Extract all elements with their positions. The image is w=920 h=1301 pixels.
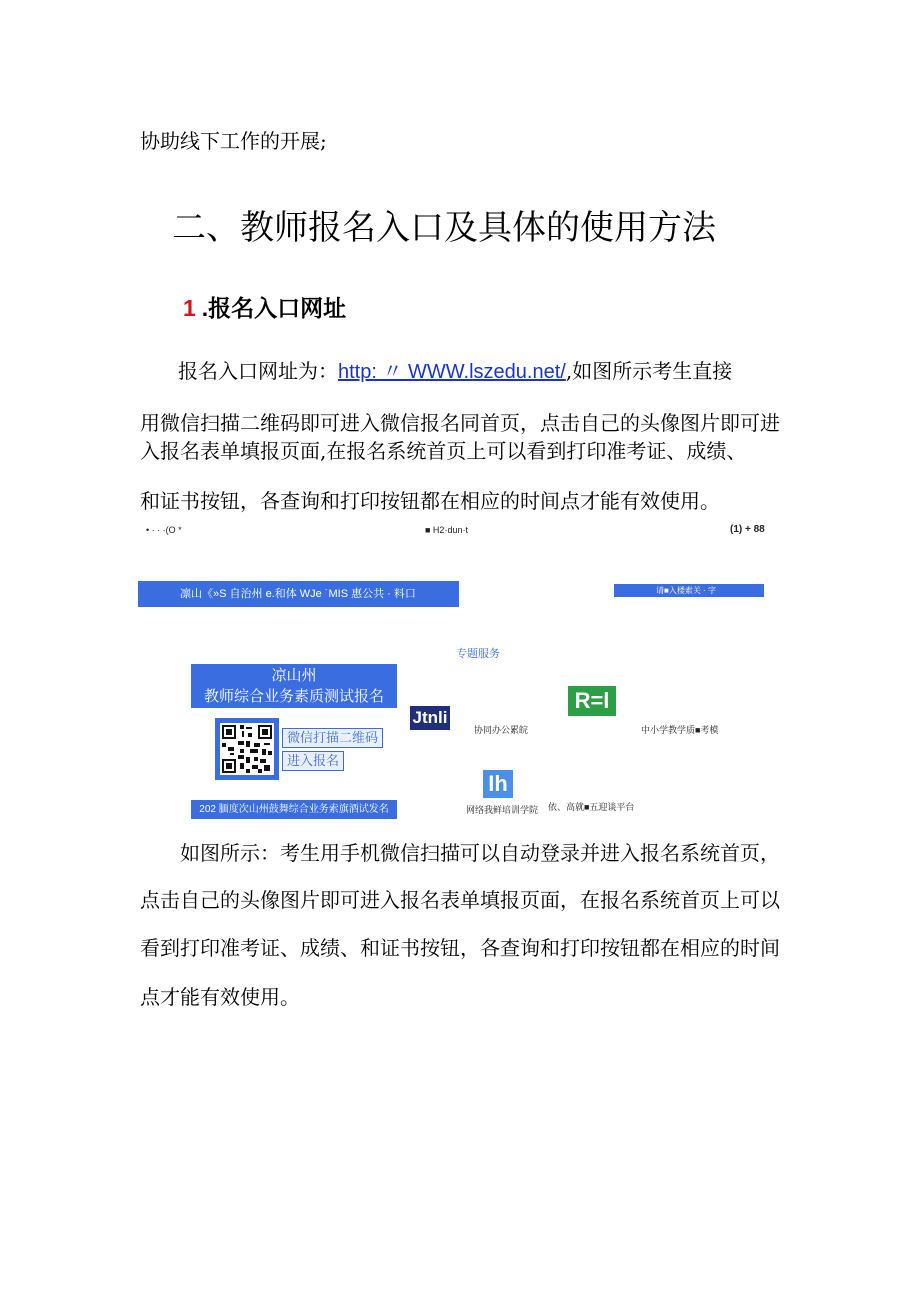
paragraph-1-line-1: [178, 358, 732, 385]
exchange-platform-label[interactable]: 依、高就■五迎谈平台: [548, 802, 635, 812]
site-search-bar[interactable]: 请■入楼索关 · 字: [614, 584, 764, 597]
teaching-quality-icon[interactable]: R=l: [568, 686, 616, 716]
scan-qr-label[interactable]: 微信打描二维码: [282, 728, 383, 748]
paragraph-2-line-4: 点才能有效使用。: [140, 985, 300, 1009]
paragraph-1-line-2: 用微信扫描二维码即可进入微信报名同首页，点击自己的头像图片即可进: [140, 411, 780, 435]
online-training-label[interactable]: 网络我鲜培训学院: [466, 805, 539, 815]
paragraph-2-line-1: 如图所示：考生用手机微信扫描可以自动登录并进入报名系统首页，: [180, 841, 780, 865]
url-prefix: 报名入口网址为：: [178, 359, 338, 383]
url-suffix: ,如图所示考生直接: [565, 359, 733, 383]
qr-code-icon: [220, 723, 274, 775]
subsection-number: 1: [183, 295, 196, 321]
subsection-title: .报名入口网址: [201, 295, 347, 321]
section-heading: 二、教师报名入口及具体的使用方法: [172, 208, 716, 248]
paragraph-1-line-4: 和证书按钮，各查询和打印按钮都在相应的时间点才能有效使用。: [140, 489, 720, 513]
website-screenshot: [138, 518, 768, 823]
subsection-heading: [183, 290, 346, 323]
paragraph-1-line-3: 入报名表单填报页面,在报名系统首页上可以看到打印准考证、成绩、: [140, 439, 747, 463]
collab-office-label[interactable]: 协同办公累皖: [474, 725, 529, 735]
registration-bottom-bar[interactable]: 202 腼度次山州鼓舞综合业务索旗酒试发名: [191, 800, 397, 819]
paragraph-2-line-2: 点击自己的头像图片即可进入报名表单填报页面，在报名系统首页上可以: [140, 888, 780, 912]
status-bar-left: • · · ·(O *: [146, 525, 182, 535]
collab-office-icon[interactable]: Jtnli: [410, 706, 450, 730]
registration-title-line-2: 教师综合业务素质测试报名: [203, 688, 384, 705]
teaching-quality-label[interactable]: 中小学教学质■考模: [641, 725, 719, 735]
qr-code-frame[interactable]: [215, 718, 279, 780]
enter-registration-label[interactable]: 进入报名: [282, 751, 344, 771]
paragraph-2-line-3: 看到打印准考证、成绩、和证书按钮，各查询和打印按钮都在相应的时间: [140, 936, 780, 960]
registration-url-link[interactable]: http: 〃 WWW.lszedu.net/: [338, 361, 566, 383]
status-bar-right: (1) + 88: [730, 524, 765, 535]
status-bar-center: ■ H2·dun·t: [425, 525, 468, 535]
online-training-icon[interactable]: Ih: [483, 770, 513, 798]
registration-title-line-1: 凉山州: [271, 667, 317, 684]
site-header-banner[interactable]: 凛山《»S 自治州 e.和体 WJe ˙MIS 惠公共 · 料口: [138, 581, 459, 607]
registration-card-title[interactable]: [191, 664, 397, 708]
services-title: 专题服务: [456, 648, 500, 660]
text-line-top: 协助线下工作的开展;: [140, 129, 327, 153]
